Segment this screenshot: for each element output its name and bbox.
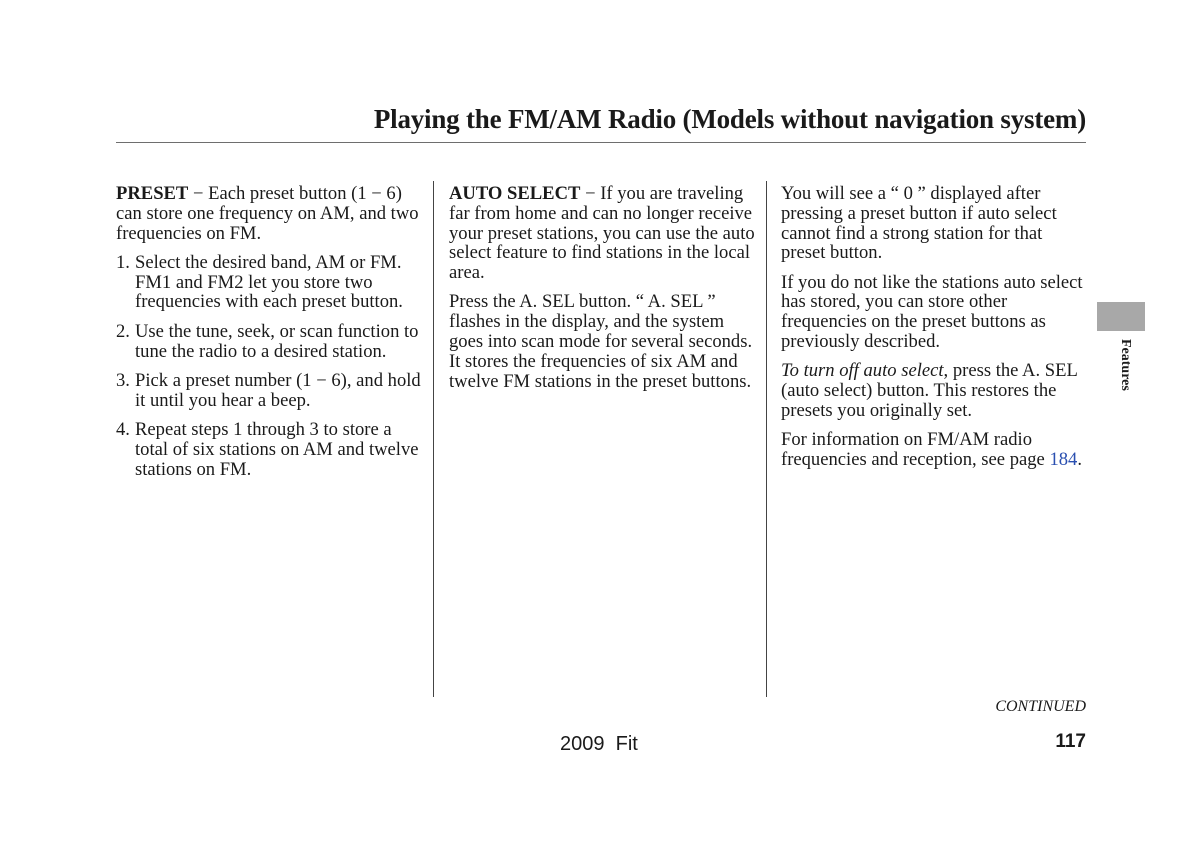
page-title: Playing the FM/AM Radio (Models without navigation system)	[373, 104, 1086, 134]
page-number: 117	[1055, 731, 1086, 752]
continued-label: CONTINUED	[995, 698, 1086, 715]
step-text: Repeat steps 1 through 3 to store a total of six stations on AM and twelve stations on FM.	[135, 418, 419, 480]
section-tab-marker	[1097, 302, 1145, 331]
title-divider	[116, 142, 1086, 143]
zero-display-note: You will see a “ 0 ” displayed after pressing a preset button if auto select cannot find a strong station for that preset button.	[781, 183, 1057, 264]
store-other-note: If you do not like the stations auto select has stored, you can store other frequencies on the preset buttons as previously described.	[781, 271, 1083, 353]
preset-step-1	[116, 253, 422, 312]
reference-note	[781, 430, 1089, 470]
step-number: 3.	[116, 369, 130, 391]
step-number: 1.	[116, 251, 130, 273]
step-text: Select the desired band, AM or FM. FM1 and FM2 let you store two frequencies with each preset button.	[135, 251, 403, 313]
section-tab-label: Features	[1118, 339, 1133, 391]
auto-select-heading: AUTO SELECT	[449, 183, 581, 204]
preset-step-2	[116, 322, 422, 362]
reference-text: For information on FM/AM radio frequencies and reception, see page	[781, 429, 1050, 471]
preset-intro-text: − Each preset button (1 − 6) can store one frequency on AM, and two frequencies on FM.	[116, 183, 419, 244]
preset-step-3	[116, 371, 422, 411]
preset-intro	[116, 184, 422, 243]
footer-model: 2009 Fit	[560, 733, 638, 755]
turn-off-note	[781, 361, 1089, 420]
column-divider-1	[433, 181, 434, 697]
step-text: Pick a preset number (1 − 6), and hold it until you hear a beep.	[135, 369, 421, 411]
step-number: 2.	[116, 320, 130, 342]
turn-off-text: , press the A. SEL (auto select) button. This restores the presets you originally set.	[781, 360, 1078, 421]
page-reference-link[interactable]: 184	[1049, 449, 1078, 471]
column-auto-select	[449, 184, 757, 401]
column-divider-2	[766, 181, 767, 697]
turn-off-heading: To turn off auto select	[781, 360, 944, 382]
step-text: Use the tune, seek, or scan function to tune the radio to a desired station.	[135, 320, 419, 362]
step-number: 4.	[116, 418, 130, 440]
reference-end: .	[1077, 449, 1082, 471]
column-preset	[116, 184, 422, 489]
preset-step-4	[116, 420, 422, 479]
auto-select-intro	[449, 184, 757, 283]
preset-heading: PRESET	[116, 183, 189, 204]
column-notes	[781, 184, 1089, 479]
auto-select-instructions: Press the A. SEL button. “ A. SEL ” flashes in the display, and the system goes into scan mode for several seconds. It stores the frequencies of six AM and twelve FM stations in the preset buttons.	[449, 291, 753, 392]
auto-select-intro-text: − If you are traveling far from home and can no longer receive your preset stations, you can use the auto select feature to find stations in the local area.	[449, 183, 755, 284]
